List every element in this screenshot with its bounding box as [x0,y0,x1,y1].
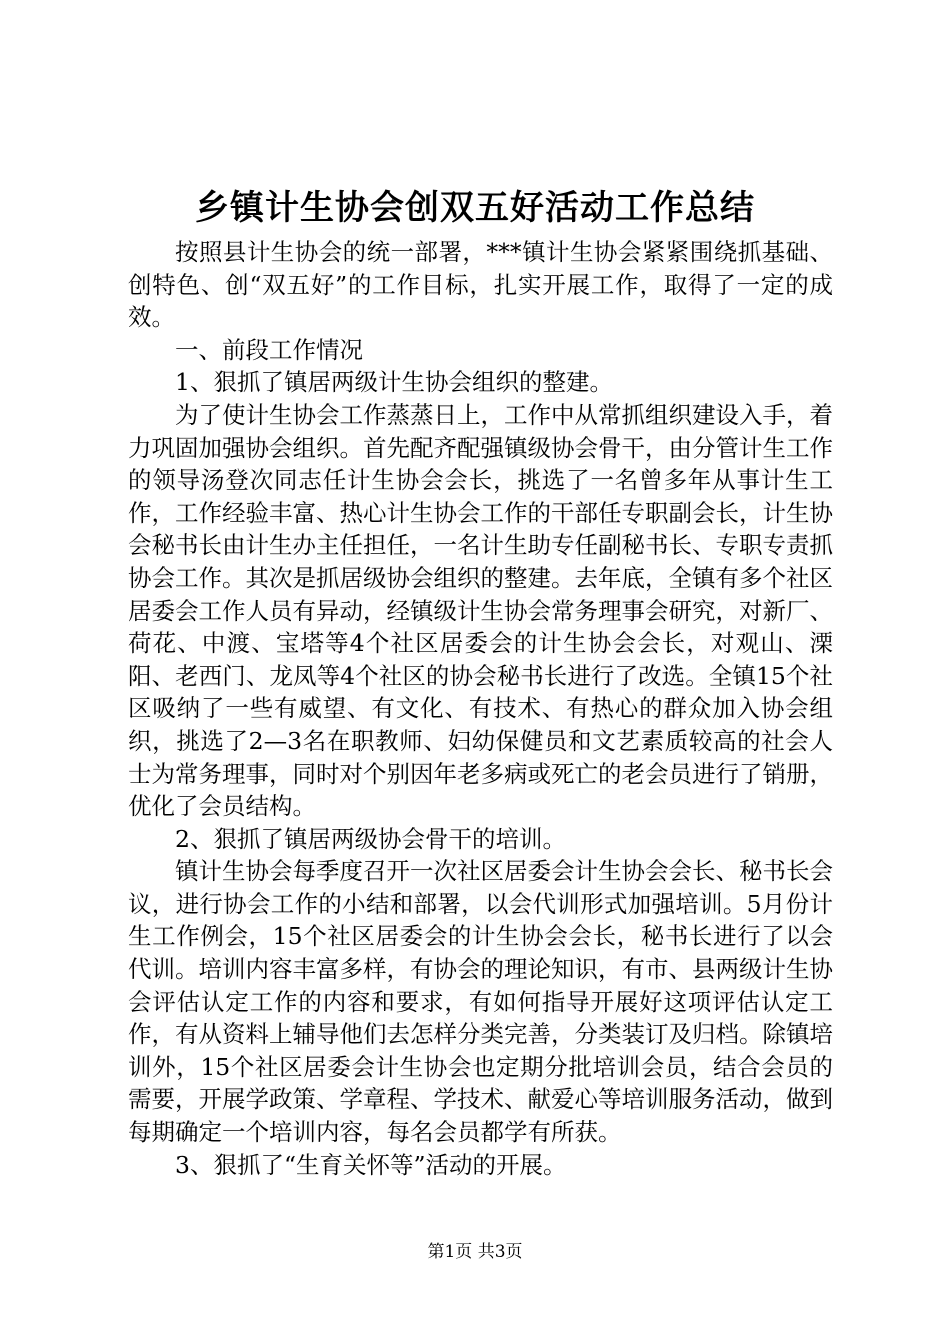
subsection-heading-1: 1、狠抓了镇居两级计生协会组织的整建。 [175,368,613,397]
subsection-heading-3: 3、狠抓了“生育关怀等”活动的开展。 [175,1150,567,1179]
paragraph-organization: 为了使计生协会工作蒸蒸日上，工作中从常抓组织建设入手，着力巩固加强协会组织。首先配齐配强镇级协会骨干，由分管计生工作的领导汤登次同志任计生协会会长，挑选了一名曾多年从事计生工作，工作经验丰富、热心计生协会工作的干部任专职副会长，计生协会秘书长由计生办主任担任，一名计生助专任副秘书长、专职专责抓协会工作。其次是抓居级协会组织的整建。去年底，全镇有多个社区居委会工作人员有异动，经镇级计生协会常务理事会研究，对新厂、荷花、中渡、宝塔等4个社区居委会的计生协会会长，对观山、溧阳、老西门、龙凤等4个社区的协会秘书长进行了改选。全镇15个社区吸纳了一些有威望、有文化、有技术、有热心的群众加入协会组织，挑选了2—3名在职教师、妇幼保健员和文艺素质较高的社会人士为常务理事，同时对个别因年老多病或死亡的老会员进行了销册，优化了会员结构。 [128,400,833,821]
section-heading: 一、前段工作情况 [175,335,363,364]
page-footer: 第1页 共3页 [427,1242,523,1262]
paragraph-training: 镇计生协会每季度召开一次社区居委会计生协会会长、秘书长会议，进行协会工作的小结和部署，以会代训形式加强培训。5月份计生工作例会，15个社区居委会的计生协会会长，秘书长进行了以会代训。培训内容丰富多样，有协会的理论知识，有市、县两级计生协会评估认定工作的内容和要求，有如何指导开展好这项评估认定工作，有从资料上辅导他们去怎样分类完善，分类装订及归档。除镇培训外，15个社区居委会计生协会也定期分批培训会员，结合会员的需要，开展学政策、学章程、学技术、献爱心等培训服务活动，做到每期确定一个培训内容，每名会员都学有所获。 [128,857,833,1147]
document-title: 乡镇计生协会创双五好活动工作总结 [195,188,755,228]
document-body [128,236,833,1181]
subsection-heading-2: 2、狠抓了镇居两级协会骨干的培训。 [175,824,566,853]
paragraph-intro: 按照县计生协会的统一部署，***镇计生协会紧紧围绕抓基础、创特色、创“双五好”的工作目标，扎实开展工作，取得了一定的成效。 [128,238,833,332]
